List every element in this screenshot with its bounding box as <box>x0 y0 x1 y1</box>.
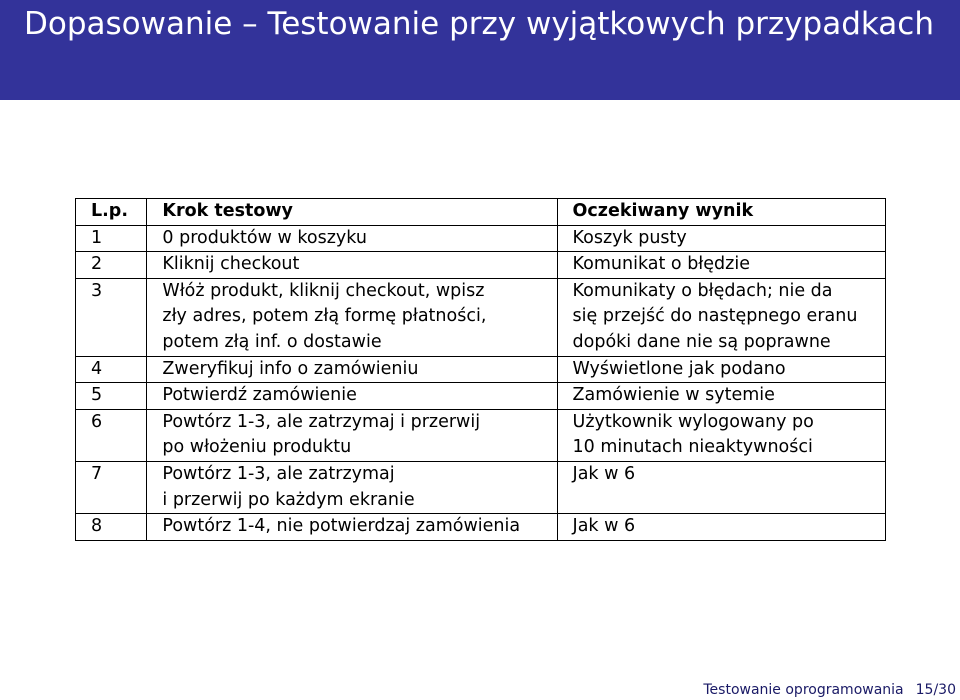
row-number: 8 <box>76 514 147 541</box>
row-number: 2 <box>76 252 147 279</box>
row-number: 5 <box>76 383 147 410</box>
row-step: Włóż produkt, kliknij checkout, wpisz zły adres, potem złą formę płatności, potem złą inf. o dostawie <box>147 278 557 356</box>
table-header-row <box>76 199 886 226</box>
footer-text <box>703 681 956 699</box>
row-number: 4 <box>76 356 147 383</box>
row-result: Jak w 6 <box>557 514 885 541</box>
header-result: Oczekiwany wynik <box>557 199 885 226</box>
row-step: Potwierdź zamówienie <box>147 383 557 410</box>
row-step: Zweryfikuj info o zamówieniu <box>147 356 557 383</box>
row-result: Jak w 6 <box>557 461 885 513</box>
table-row <box>76 461 886 513</box>
row-step: 0 produktów w koszyku <box>147 225 557 252</box>
table-row <box>76 514 886 541</box>
table-row <box>76 252 886 279</box>
page-number: 15/30 <box>915 682 956 698</box>
table-row <box>76 356 886 383</box>
row-result: Wyświetlone jak podano <box>557 356 885 383</box>
row-result: Komunikaty o błędach; nie da się przejść do następnego eranu dopóki dane nie są poprawne <box>557 278 885 356</box>
row-number: 6 <box>76 409 147 461</box>
slide-title-bar <box>0 0 960 100</box>
row-step: Powtórz 1-3, ale zatrzymaj i przerwij po włożeniu produktu <box>147 409 557 461</box>
row-number: 3 <box>76 278 147 356</box>
row-number: 1 <box>76 225 147 252</box>
row-step: Powtórz 1-3, ale zatrzymaj i przerwij po każdym ekranie <box>147 461 557 513</box>
table-row <box>76 278 886 356</box>
footer-title: Testowanie oprogramowania <box>703 682 904 698</box>
row-result: Komunikat o błędzie <box>557 252 885 279</box>
table-row <box>76 225 886 252</box>
row-result: Zamówienie w sytemie <box>557 383 885 410</box>
row-result: Użytkownik wylogowany po 10 minutach nieaktywności <box>557 409 885 461</box>
footer-info-box <box>700 660 960 700</box>
header-lp: L.p. <box>76 199 147 226</box>
table-row <box>76 409 886 461</box>
test-cases-table <box>75 198 886 541</box>
row-result: Koszyk pusty <box>557 225 885 252</box>
table-row <box>76 383 886 410</box>
row-number: 7 <box>76 461 147 513</box>
row-step: Kliknij checkout <box>147 252 557 279</box>
slide-footer <box>0 660 960 700</box>
slide-title: Dopasowanie – Testowanie przy wyjątkowych przypadkach <box>24 6 934 42</box>
header-step: Krok testowy <box>147 199 557 226</box>
row-step: Powtórz 1-4, nie potwierdzaj zamówienia <box>147 514 557 541</box>
